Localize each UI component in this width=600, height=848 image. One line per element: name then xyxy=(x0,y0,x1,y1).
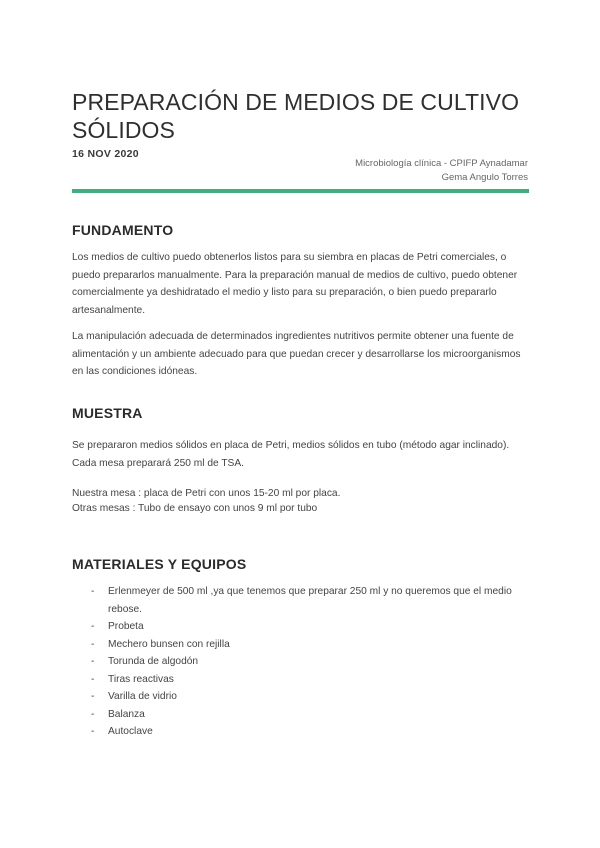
list-item xyxy=(72,618,532,636)
list-item-text: Mechero bunsen con rejilla xyxy=(108,638,230,650)
muestra-line-nuestra-mesa: Nuestra mesa : placa de Petri con unos 15-20 ml por placa. xyxy=(72,488,341,499)
list-item-text: Autoclave xyxy=(108,726,153,737)
document-date: 16 NOV 2020 xyxy=(72,148,139,160)
section-heading-muestra: MUESTRA xyxy=(72,405,143,421)
list-item-text: Torunda de algodón xyxy=(108,656,199,667)
list-item xyxy=(72,671,532,689)
header-divider xyxy=(72,189,529,193)
list-bullet: - xyxy=(91,691,95,702)
list-item-text: Erlenmeyer de 500 ml ,ya que tenemos que preparar 250 ml y no queremos que el medio rebose. xyxy=(108,586,512,615)
page-title: PREPARACIÓN DE MEDIOS DE CULTIVO SÓLIDOS xyxy=(72,89,520,143)
list-item xyxy=(72,706,532,724)
list-item xyxy=(72,688,532,706)
list-bullet: - xyxy=(91,656,95,667)
list-bullet: - xyxy=(91,586,95,597)
list-bullet: - xyxy=(91,673,95,685)
list-bullet: - xyxy=(91,726,95,737)
section-heading-materiales: MATERIALES Y EQUIPOS xyxy=(72,556,247,572)
list-bullet: - xyxy=(91,621,95,632)
document-meta xyxy=(355,157,528,185)
materials-list xyxy=(72,583,532,741)
list-item xyxy=(72,723,532,741)
muestra-line-otras-mesas: Otras mesas : Tubo de ensayo con unos 9 ml por tubo xyxy=(72,503,318,514)
fundamento-paragraph-2: La manipulación adecuada de determinados ingredientes nutritivos permite obtener una fuente de alimentación y un ambiente adecuado para que puedan crecer y desarrollarse los microorganismos en las condiciones idóneas. xyxy=(72,331,521,377)
section-heading-fundamento: FUNDAMENTO xyxy=(72,222,174,238)
list-item-text: Balanza xyxy=(108,708,145,720)
list-item-text: Tiras reactivas xyxy=(108,673,174,685)
course-name: Microbiología clínica - CPIFP Aynadamar xyxy=(355,158,528,169)
list-item-text: Probeta xyxy=(108,621,144,632)
list-bullet: - xyxy=(91,708,95,720)
list-item xyxy=(72,583,532,618)
list-item-text: Varilla de vidrio xyxy=(108,691,177,702)
fundamento-paragraph-1: Los medios de cultivo puedo obtenerlos listos para su siembra en placas de Petri comerciales, o puedo prepararlos manualmente. Para la preparación manual de medios de cultivo, puedo obtener comercialmente ya deshidratado el medio y listo para su preparación, o bien puedo prepararlo artesanalmente. xyxy=(72,252,518,316)
list-bullet: - xyxy=(91,638,95,650)
list-item xyxy=(72,653,532,671)
list-item xyxy=(72,636,532,654)
muestra-paragraph: Se prepararon medios sólidos en placa de Petri, medios sólidos en tubo (método agar inclinado). Cada mesa preparará 250 ml de TSA. xyxy=(72,440,510,469)
author-name: Gema Angulo Torres xyxy=(441,172,528,183)
